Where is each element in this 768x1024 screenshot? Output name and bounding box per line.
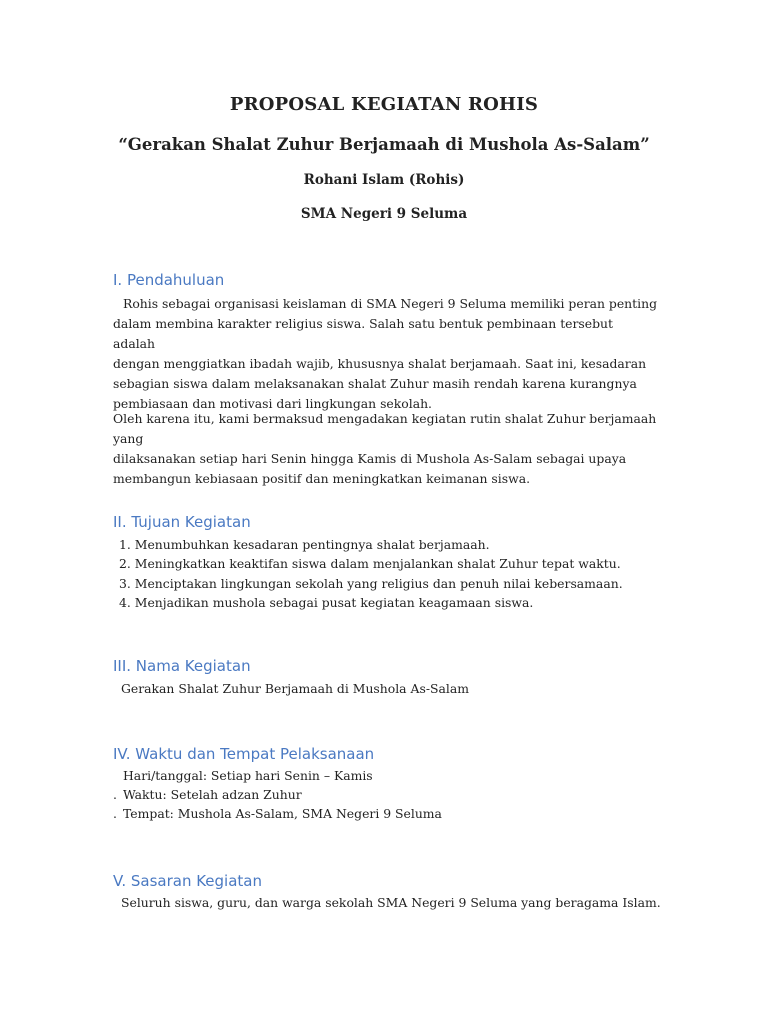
document-title: PROPOSAL KEGIATAN ROHIS <box>229 94 539 115</box>
section-heading-waktu: IV. Waktu dan Tempat Pelaksanaan <box>113 745 375 763</box>
para-line: dengan menggiatkan ibadah wajib, khususnya shalat berjamaah. Saat ini, kesadaran <box>113 356 647 371</box>
line-bullet: . <box>113 787 117 802</box>
para-line: Rohis sebagai organisasi keislaman di SMA Negeri 9 Seluma memiliki peran penting <box>123 296 658 311</box>
para-line: sebagian siswa dalam melaksanakan shalat Zuhur masih rendah karena kurangnya <box>113 376 637 391</box>
pendahuluan-paragraph-2 <box>113 409 673 489</box>
waktu-line-waktu <box>113 787 302 802</box>
organization-name: Rohani Islam (Rohis) <box>303 172 465 188</box>
section-heading-sasaran: V. Sasaran Kegiatan <box>113 872 262 890</box>
section-heading-tujuan: II. Tujuan Kegiatan <box>113 513 251 531</box>
nama-kegiatan-text: Gerakan Shalat Zuhur Berjamaah di Mushola As-Salam <box>121 681 469 696</box>
list-item: 3. Menciptakan lingkungan sekolah yang religius dan penuh nilai kebersamaan. <box>119 575 623 591</box>
school-name: SMA Negeri 9 Seluma <box>300 206 468 222</box>
para-line: dilaksanakan setiap hari Senin hingga Kamis di Mushola As-Salam sebagai upaya <box>113 451 627 466</box>
para-line: pembiasaan dan motivasi dari lingkungan sekolah. <box>113 396 432 411</box>
document-subtitle: “Gerakan Shalat Zuhur Berjamaah di Mushola As-Salam” <box>118 135 650 154</box>
line-text: Hari/tanggal: Setiap hari Senin – Kamis <box>123 768 373 783</box>
pendahuluan-paragraph-1 <box>113 294 658 414</box>
list-item: 4. Menjadikan mushola sebagai pusat kegiatan keagamaan siswa. <box>119 595 534 611</box>
line-text: Waktu: Setelah adzan Zuhur <box>123 787 302 802</box>
para-line: dalam membina karakter religius siswa. Salah satu bentuk pembinaan tersebut adalah <box>113 316 614 351</box>
sasaran-text: Seluruh siswa, guru, dan warga sekolah SMA Negeri 9 Seluma yang beragama Islam. <box>121 895 661 910</box>
section-heading-pendahuluan: I. Pendahuluan <box>113 271 225 289</box>
para-line: membangun kebiasaan positif dan meningkatkan keimanan siswa. <box>113 471 531 486</box>
para-line: Oleh karena itu, kami bermaksud mengadakan kegiatan rutin shalat Zuhur berjamaah yang <box>113 411 657 446</box>
tujuan-list <box>113 535 673 613</box>
list-item: 2. Meningkatkan keaktifan siswa dalam menjalankan shalat Zuhur tepat waktu. <box>119 556 621 572</box>
waktu-line-tempat <box>113 806 442 821</box>
line-bullet: . <box>113 806 117 821</box>
waktu-line-hari <box>113 768 373 783</box>
line-text: Tempat: Mushola As-Salam, SMA Negeri 9 Seluma <box>123 806 442 821</box>
list-item: 1. Menumbuhkan kesadaran pentingnya shalat berjamaah. <box>119 537 490 552</box>
section-heading-nama: III. Nama Kegiatan <box>113 657 251 675</box>
